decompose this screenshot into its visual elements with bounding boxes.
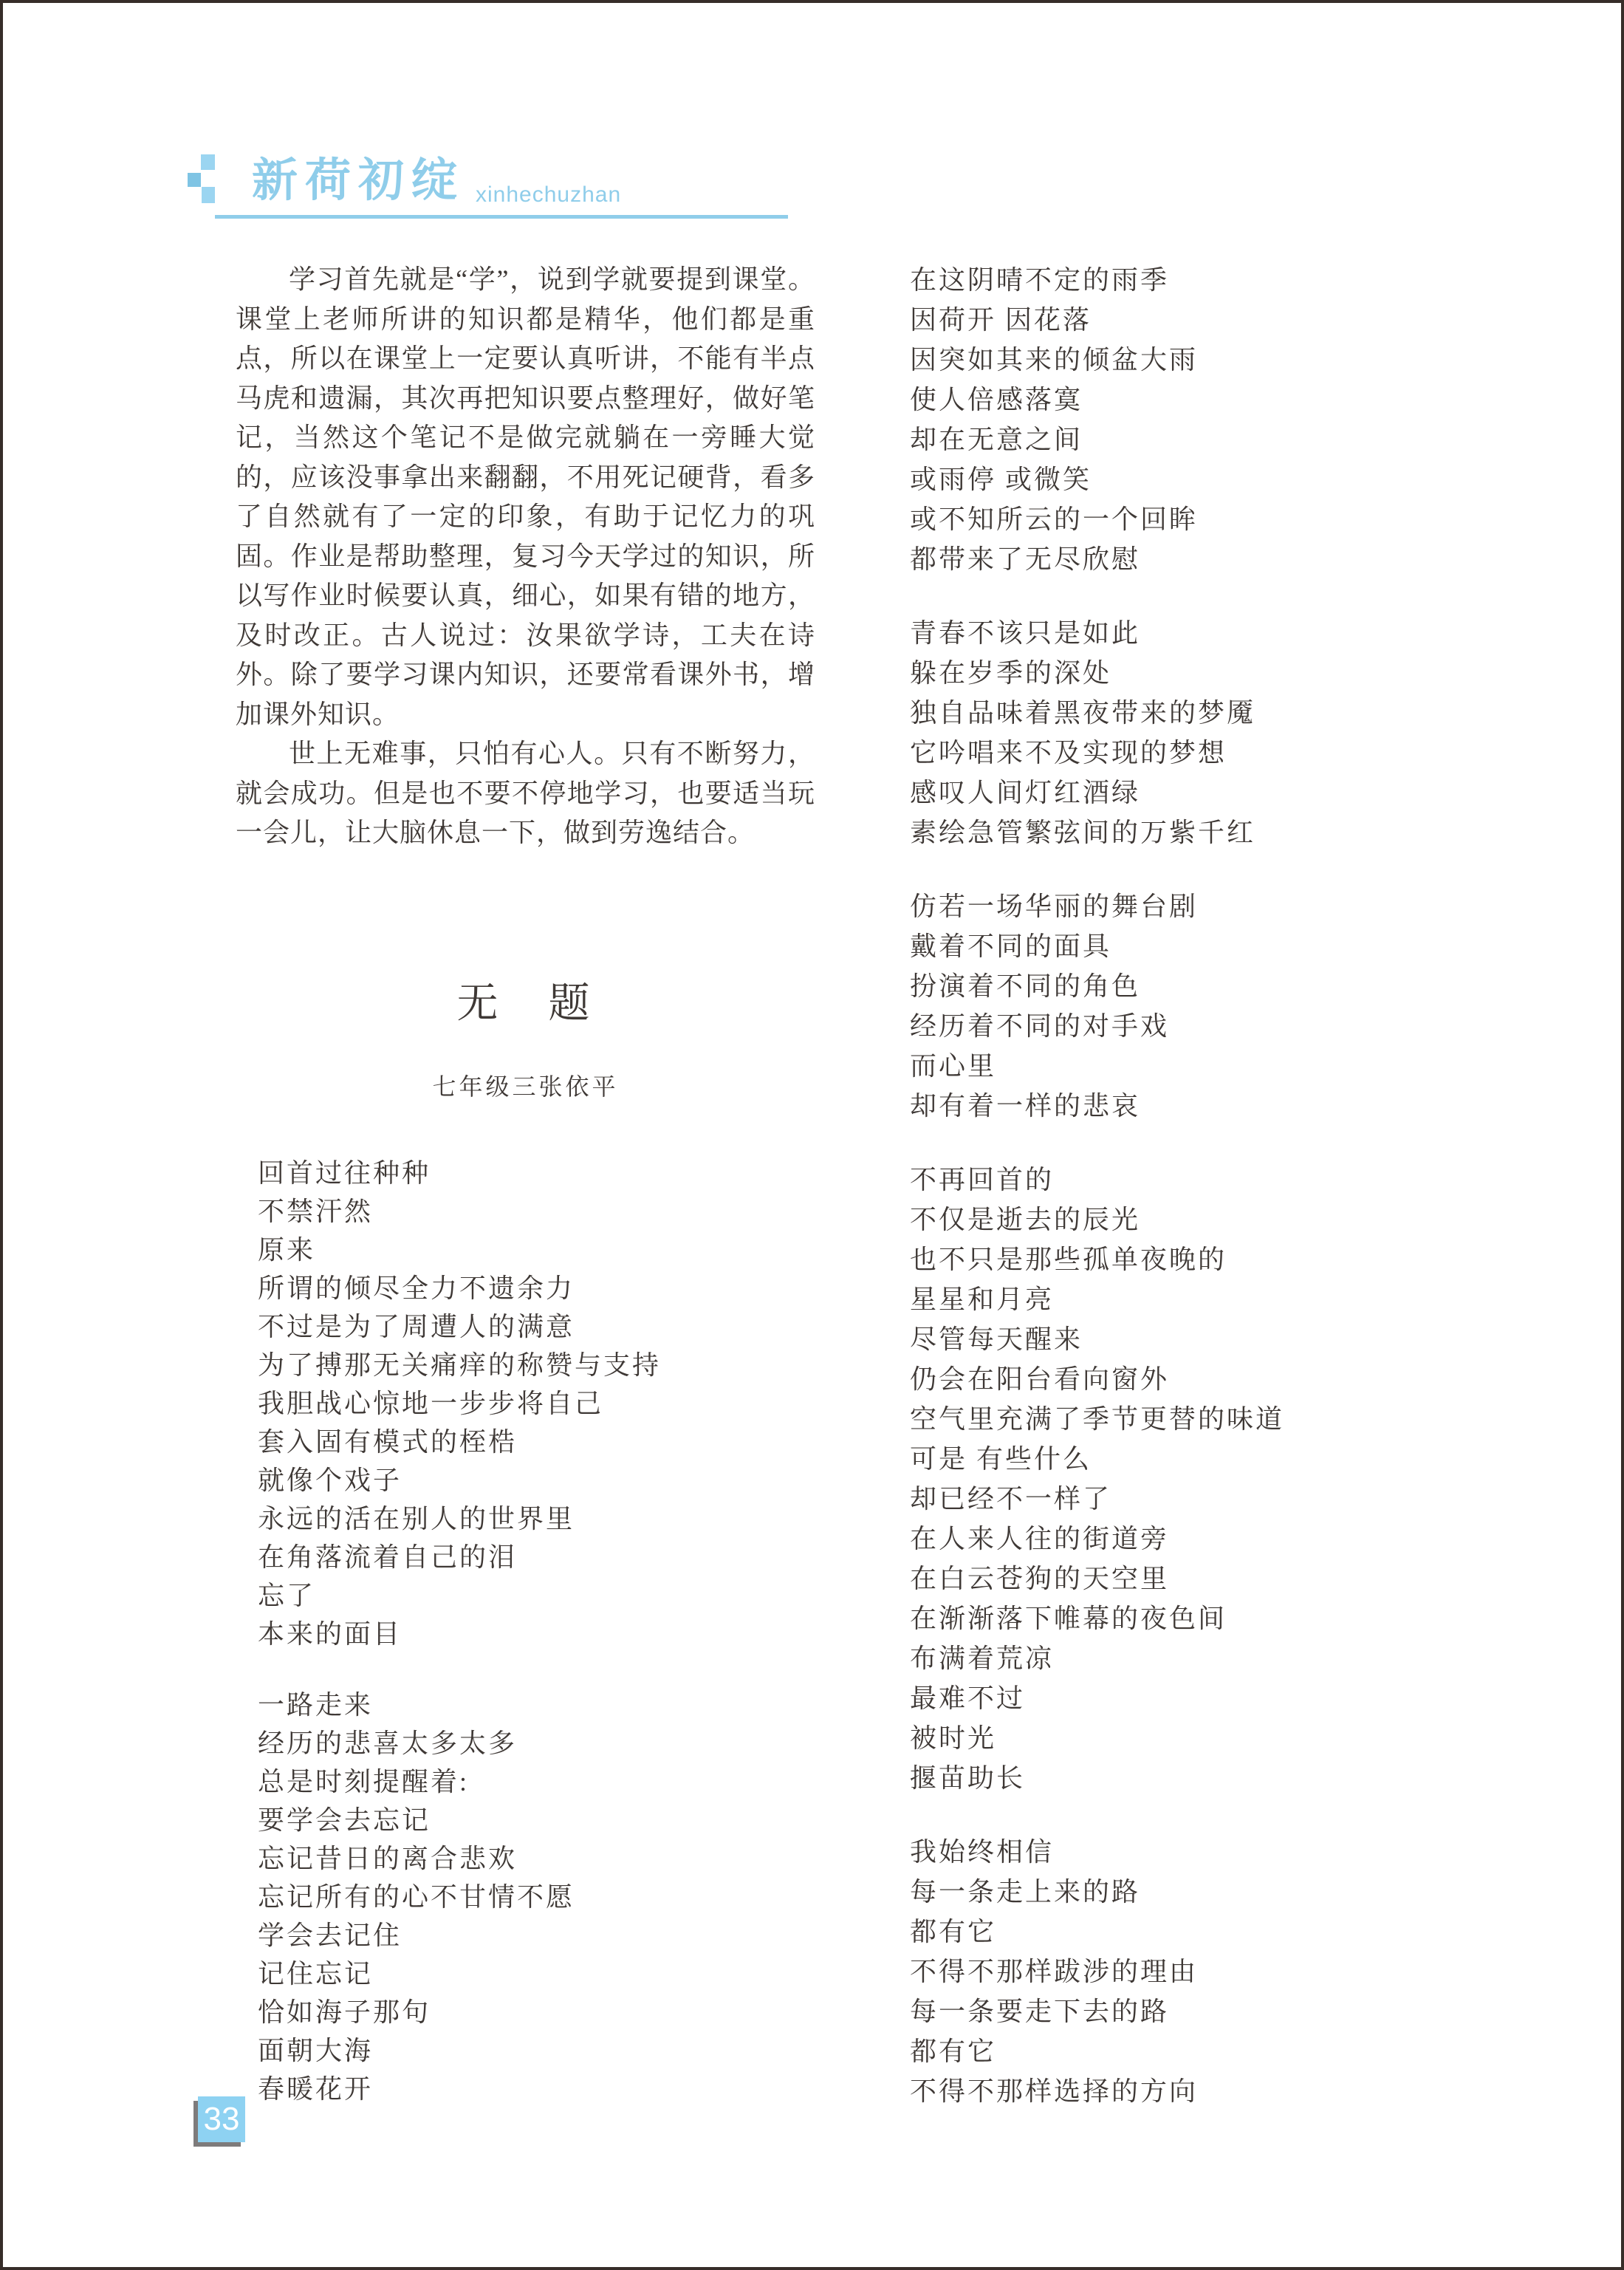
poem-line: 不得不那样选择的方向 <box>910 2076 1199 2106</box>
poem-line: 使人倍感落寞 <box>910 385 1083 414</box>
poem-line: 在渐渐落下帷幕的夜色间 <box>910 1604 1227 1633</box>
poem-line: 在白云苍狗的天空里 <box>910 1564 1170 1593</box>
poem-line: 永远的活在别人的世界里 <box>258 1504 575 1534</box>
page-number-badge: 33 <box>198 2096 245 2142</box>
poem-right-column <box>910 260 1530 2145</box>
poem-line: 本来的面目 <box>258 1619 402 1649</box>
poem-line: 忘记昔日的离合悲欢 <box>258 1844 518 1873</box>
poem-line: 尽管每天醒来 <box>910 1324 1083 1354</box>
poem-title: 无 题 <box>456 981 595 1027</box>
poem-line: 春暖花开 <box>258 2074 374 2104</box>
poem-line: 不禁汗然 <box>258 1197 374 1226</box>
poem-line: 素绘急管繁弦间的万紫千红 <box>910 818 1256 847</box>
poem-line: 也不只是那些孤单夜晚的 <box>910 1245 1227 1274</box>
poem-line: 最难不过 <box>910 1683 1026 1713</box>
poem-line: 却在无意之间 <box>910 425 1083 454</box>
poem-line: 扮演着不同的角色 <box>910 971 1141 1001</box>
masthead-rule <box>215 215 788 219</box>
poem-line: 一路走来 <box>258 1690 374 1720</box>
poem-line: 经历着不同的对手戏 <box>910 1011 1170 1041</box>
poem-line: 为了搏那无关痛痒的称赞与支持 <box>258 1350 662 1380</box>
poem-stanza <box>910 886 1530 1126</box>
poem-line: 戴着不同的面具 <box>910 931 1112 961</box>
poem-stanza <box>910 1832 1530 2111</box>
poem-line: 我始终相信 <box>910 1837 1055 1867</box>
poem-line: 布满着荒凉 <box>910 1644 1055 1673</box>
poem-stanza <box>258 1154 815 1653</box>
poem-line: 不得不那样跋涉的理由 <box>910 1957 1199 1986</box>
poem-line: 在这阴晴不定的雨季 <box>910 265 1170 295</box>
poem-line: 总是时刻提醒着: <box>258 1767 470 1796</box>
poem-line: 所谓的倾尽全力不遗余力 <box>258 1274 575 1303</box>
masthead-squares-icon <box>188 154 216 204</box>
poem-line: 在人来人往的街道旁 <box>910 1524 1170 1553</box>
poem-line: 它吟唱来不及实现的梦想 <box>910 738 1227 768</box>
poem-line: 因突如其来的倾盆大雨 <box>910 345 1199 375</box>
poem-line: 要学会去忘记 <box>258 1805 431 1835</box>
masthead-title: 新荷初绽 <box>252 155 465 206</box>
poem-stanza <box>910 1160 1530 1798</box>
poem-line: 不仅是逝去的辰光 <box>910 1205 1141 1234</box>
poem-line: 躲在岁季的深处 <box>910 658 1112 688</box>
poem-line: 却已经不一样了 <box>910 1484 1112 1514</box>
poem-line: 忘了 <box>258 1581 316 1610</box>
poem-line: 面朝大海 <box>258 2036 374 2065</box>
poem-line: 忘记所有的心不甘情不愿 <box>258 1882 575 1912</box>
poem-line: 仿若一场华丽的舞台剧 <box>910 892 1199 921</box>
prose-section <box>236 260 815 853</box>
square-icon <box>202 187 215 203</box>
poem-line: 不过是为了周遭人的满意 <box>258 1312 575 1341</box>
poem-line: 却有着一样的悲哀 <box>910 1091 1141 1121</box>
poem-line: 套入固有模式的桎梏 <box>258 1427 518 1457</box>
poem-stanza <box>910 260 1530 579</box>
poem-left-lines <box>236 1154 815 2108</box>
poem-line: 被时光 <box>910 1723 997 1753</box>
poem-line: 就像个戏子 <box>258 1466 402 1495</box>
poem-line: 可是 有些什么 <box>910 1444 1092 1474</box>
poem-line: 揠苗助长 <box>910 1763 1026 1793</box>
poem-line: 感叹人间灯红酒绿 <box>910 778 1141 807</box>
poem-line: 学会去记住 <box>258 1921 402 1950</box>
poem-line: 青春不该只是如此 <box>910 618 1141 648</box>
poem-line: 而心里 <box>910 1051 997 1081</box>
poem-line: 我胆战心惊地一步步将自己 <box>258 1389 604 1418</box>
poem-line: 仍会在阳台看向窗外 <box>910 1364 1170 1394</box>
poem-line: 回首过往种种 <box>258 1158 431 1188</box>
poem-line: 记住忘记 <box>258 1959 374 1989</box>
prose-paragraph: 学习首先就是“学”，说到学就要提到课堂。课堂上老师所讲的知识都是精华，他们都是重点，所以在课堂上一定要认真听讲，不能有半点马虎和遗漏，其次再把知识要点整理好，做好笔记，当然这个笔记不是做完就躺在一旁睡大觉的，应该没事拿出来翻翻，不用死记硬背，看多了自然就有了一定的印象，有助于记忆力的巩固。作业是帮助整理，复习今天学过的知识，所以写作业时候要认真，细心，如果有错的地方，及时改正。古人说过：汝果欲学诗，工夫在诗外。除了要学习课内知识，还要常看课外书，增加课外知识。 <box>236 264 815 729</box>
masthead-subtitle: xinhechuzhan <box>476 182 622 207</box>
poem-line: 每一条走上来的路 <box>910 1877 1141 1907</box>
poem-author: 七年级三张依平 <box>432 1073 619 1100</box>
poem-stanza <box>258 1686 815 2108</box>
poem-line: 空气里充满了季节更替的味道 <box>910 1404 1285 1434</box>
poem-line: 或雨停 或微笑 <box>910 465 1092 494</box>
poem-line: 星星和月亮 <box>910 1285 1055 1314</box>
poem-line: 经历的悲喜太多太多 <box>258 1729 518 1758</box>
poem-line: 不再回首的 <box>910 1165 1055 1194</box>
poem-line: 都带来了无尽欣慰 <box>910 544 1141 574</box>
poem-line: 都有它 <box>910 1917 997 1946</box>
poem-line: 每一条要走下去的路 <box>910 1997 1170 2026</box>
poem-line: 原来 <box>258 1235 316 1265</box>
poem-line: 恰如海子那句 <box>258 1997 431 2027</box>
poem-line: 都有它 <box>910 2037 997 2066</box>
square-icon <box>201 154 215 170</box>
poem-line: 在角落流着自己的泪 <box>258 1542 518 1572</box>
poem-stanza <box>910 613 1530 852</box>
poem-line: 独自品味着黑夜带来的梦魇 <box>910 698 1256 728</box>
poem-line: 或不知所云的一个回眸 <box>910 505 1199 534</box>
prose-paragraph: 世上无难事，只怕有心人。只有不断努力，就会成功。但是也不要不停地学习，也要适当玩一会儿，让大脑休息一下，做到劳逸结合。 <box>236 739 815 847</box>
poem-left-block <box>236 971 815 2108</box>
poem-line: 因荷开 因花落 <box>910 305 1092 335</box>
square-icon <box>188 173 201 187</box>
